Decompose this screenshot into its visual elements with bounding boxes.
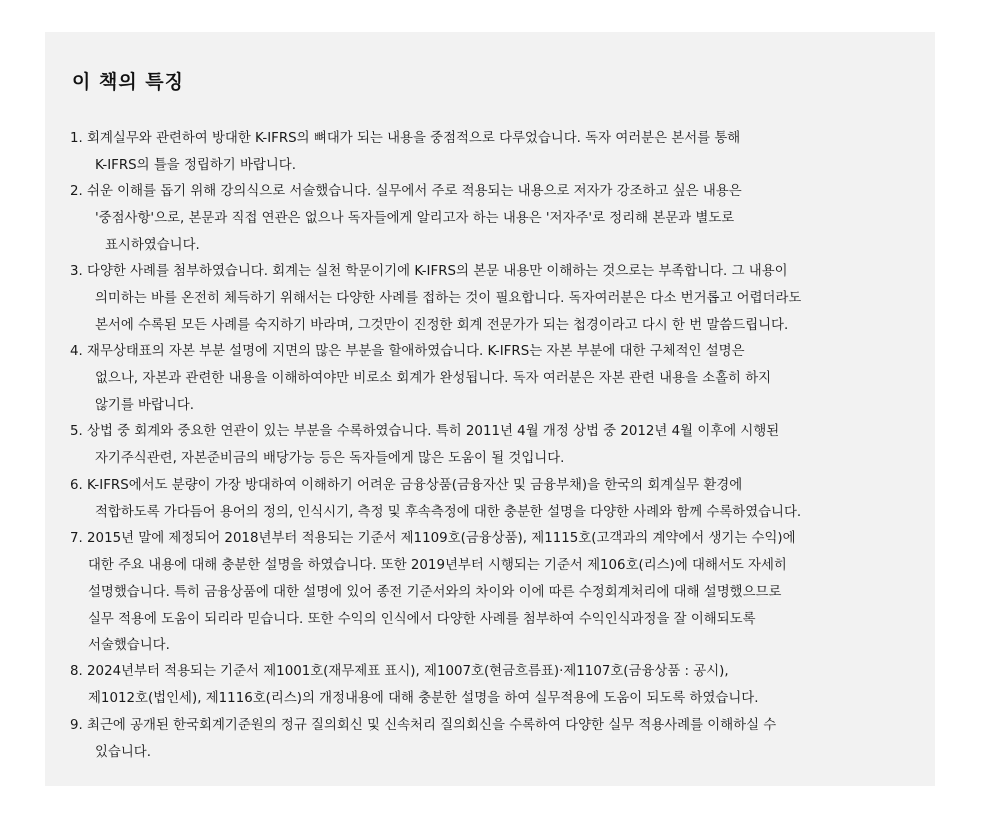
list-item-2-line-1: 2. 쉬운 이해를 돕기 위해 강의식으로 서술했습니다. 실무에서 주로 적용되는 내용으로 저자가 강조하고 싶은 내용은 — [70, 184, 742, 199]
list-item-9-line-1: 9. 최근에 공개된 한국회계기준원의 정규 질의회신 및 신속처리 질의회신을 수록하여 다양한 실무 적용사례를 이해하실 수 — [70, 718, 777, 733]
list-item-6-line-2: 적합하도록 가다듬어 용어의 정의, 인식시기, 측정 및 후속측정에 대한 충분한 설명을 다양한 사례와 함께 수록하였습니다. — [95, 505, 802, 520]
list-item-3-line-2: 의미하는 바를 온전히 체득하기 위해서는 다양한 사례를 접하는 것이 필요합니다. 독자여러분은 다소 번거롭고 어렵더라도 — [95, 291, 802, 306]
features-panel — [45, 32, 935, 786]
list-item-4-line-3: 않기를 바랍니다. — [95, 398, 195, 413]
list-item-3-line-1: 3. 다양한 사례를 첨부하였습니다. 회계는 실천 학문이기에 K-IFRS의 본문 내용만 이해하는 것으로는 부족합니다. 그 내용이 — [70, 264, 788, 279]
list-item-7-line-5: 서술했습니다. — [88, 638, 170, 653]
list-item-1-line-1: 1. 회계실무와 관련하여 방대한 K-IFRS의 뼈대가 되는 내용을 중점적으로 다루었습니다. 독자 여러분은 본서를 통해 — [70, 131, 741, 146]
list-item-7-line-2: 대한 주요 내용에 대해 충분한 설명을 하였습니다. 또한 2019년부터 시행되는 기준서 제106호(리스)에 대해서도 자세히 — [88, 558, 787, 573]
list-item-2-line-2: '중점사항'으로, 본문과 직접 연관은 없으나 독자들에게 알리고자 하는 내용은 '저자주'로 정리해 본문과 별도로 — [95, 211, 735, 226]
list-item-2-line-3: 표시하였습니다. — [105, 238, 200, 253]
list-item-5-line-1: 5. 상법 중 회계와 중요한 연관이 있는 부분을 수록하였습니다. 특히 2011년 4월 개정 상법 중 2012년 4월 이후에 시행된 — [70, 424, 780, 439]
list-item-8-line-2: 제1012호(법인세), 제1116호(리스)의 개정내용에 대해 충분한 설명을 하여 실무적용에 도움이 되도록 하였습니다. — [88, 691, 759, 706]
list-item-5-line-2: 자기주식관련, 자본준비금의 배당가능 등은 독자들에게 많은 도움이 될 것입니다. — [95, 451, 565, 466]
list-item-4-line-1: 4. 재무상태표의 자본 부분 설명에 지면의 많은 부분을 할애하였습니다. K-IFRS는 자본 부분에 대한 구체적인 설명은 — [70, 344, 745, 359]
list-item-4-line-2: 없으나, 자본과 관련한 내용을 이해하여야만 비로소 회계가 완성됩니다. 독자 여러분은 자본 관련 내용을 소홀히 하지 — [95, 371, 772, 386]
list-item-7-line-4: 실무 적용에 도움이 되리라 믿습니다. 또한 수익의 인식에서 다양한 사례를 첨부하여 수익인식과정을 잘 이해되도록 — [88, 612, 756, 627]
list-item-8-line-1: 8. 2024년부터 적용되는 기준서 제1001호(재무제표 표시), 제1007호(현금흐름표)·제1107호(금융상품 : 공시), — [70, 664, 729, 679]
list-item-3-line-3: 본서에 수록된 모든 사례를 숙지하기 바라며, 그것만이 진정한 회계 전문가가 되는 첩경이라고 다시 한 번 말씀드립니다. — [95, 318, 789, 333]
list-item-9-line-2: 있습니다. — [95, 745, 151, 760]
list-item-6-line-1: 6. K-IFRS에서도 분량이 가장 방대하여 이해하기 어려운 금융상품(금융자산 및 금융부채)을 한국의 회계실무 환경에 — [70, 478, 743, 493]
list-item-7-line-3: 설명했습니다. 특히 금융상품에 대한 설명에 있어 종전 기준서와의 차이와 이에 따른 수정회계처리에 대해 설명했으므로 — [88, 585, 782, 600]
list-item-7-line-1: 7. 2015년 말에 제정되어 2018년부터 적용되는 기준서 제1109호(금융상품), 제1115호(고객과의 계약에서 생기는 수익)에 — [70, 531, 796, 546]
list-item-1-line-2: K-IFRS의 틀을 정립하기 바랍니다. — [95, 158, 296, 173]
page-title: 이 책의 특징 — [72, 71, 184, 93]
